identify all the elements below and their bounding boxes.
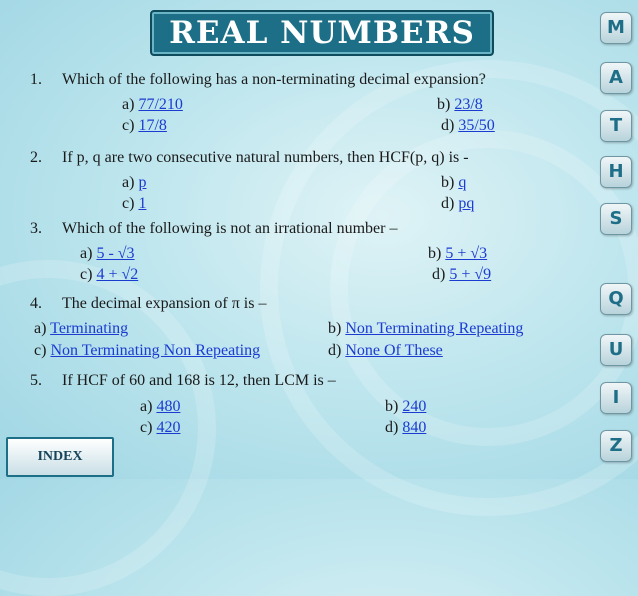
option-2c[interactable]: c) 1 bbox=[122, 195, 147, 212]
question-text: Which of the following is not an irrational number – bbox=[62, 220, 398, 237]
side-letter-z: Z bbox=[600, 430, 632, 462]
question-text: Which of the following has a non-terminating decimal expansion? bbox=[62, 71, 486, 88]
option-link[interactable]: 35/50 bbox=[458, 117, 495, 134]
question-2 bbox=[30, 149, 469, 167]
option-4d[interactable]: d) None Of These bbox=[328, 342, 443, 359]
question-number: 2. bbox=[30, 149, 42, 166]
side-letter-u: U bbox=[600, 334, 632, 366]
option-link[interactable]: Terminating bbox=[50, 320, 129, 337]
option-3c[interactable]: c) 4 + √2 bbox=[80, 266, 139, 283]
side-letter-q: Q bbox=[600, 283, 632, 315]
side-letter-i: I bbox=[600, 382, 632, 414]
option-2d[interactable]: d) pq bbox=[441, 195, 475, 212]
option-link[interactable]: 480 bbox=[156, 398, 181, 415]
option-1d[interactable]: d) 35/50 bbox=[441, 117, 495, 134]
option-3a[interactable]: a) 5 - √3 bbox=[80, 245, 135, 262]
option-link[interactable]: 17/8 bbox=[138, 117, 167, 134]
option-1b[interactable]: b) 23/8 bbox=[437, 96, 483, 113]
option-link[interactable]: 5 - √3 bbox=[96, 245, 135, 262]
option-link[interactable]: None Of These bbox=[345, 342, 443, 359]
question-5 bbox=[30, 372, 336, 390]
option-1c[interactable]: c) 17/8 bbox=[122, 117, 167, 134]
question-text: If HCF of 60 and 168 is 12, then LCM is – bbox=[62, 372, 336, 389]
option-link[interactable]: 240 bbox=[402, 398, 427, 415]
option-link[interactable]: p bbox=[138, 174, 147, 191]
option-5b[interactable]: b) 240 bbox=[385, 398, 427, 415]
option-3b[interactable]: b) 5 + √3 bbox=[428, 245, 488, 262]
question-number: 5. bbox=[30, 372, 42, 389]
option-link[interactable]: Non Terminating Repeating bbox=[345, 320, 524, 337]
question-number: 1. bbox=[30, 71, 42, 88]
option-5a[interactable]: a) 480 bbox=[140, 398, 181, 415]
option-link[interactable]: 77/210 bbox=[138, 96, 183, 113]
option-link[interactable]: Non Terminating Non Repeating bbox=[50, 342, 261, 359]
side-letter-a: A bbox=[600, 62, 632, 94]
option-link[interactable]: 840 bbox=[402, 419, 427, 436]
option-link[interactable]: 23/8 bbox=[454, 96, 483, 113]
option-link[interactable]: 420 bbox=[156, 419, 181, 436]
option-link[interactable]: 5 + √3 bbox=[445, 245, 488, 262]
option-2a[interactable]: a) p bbox=[122, 174, 147, 191]
question-text: The decimal expansion of π is – bbox=[62, 295, 267, 312]
option-link[interactable]: q bbox=[458, 174, 467, 191]
option-4b[interactable]: b) Non Terminating Repeating bbox=[328, 320, 524, 337]
side-letter-m: M bbox=[600, 12, 632, 44]
side-letter-t: T bbox=[600, 110, 632, 142]
page-title: REAL NUMBERS bbox=[150, 10, 494, 56]
option-link[interactable]: 5 + √9 bbox=[449, 266, 492, 283]
question-3 bbox=[30, 220, 398, 238]
option-link[interactable]: 1 bbox=[138, 195, 147, 212]
question-1 bbox=[30, 71, 486, 89]
side-letter-h: H bbox=[600, 156, 632, 188]
option-4c[interactable]: c) Non Terminating Non Repeating bbox=[34, 342, 261, 359]
option-3d[interactable]: d) 5 + √9 bbox=[432, 266, 492, 283]
question-text: If p, q are two consecutive natural numbers, then HCF(p, q) is - bbox=[62, 149, 469, 166]
option-2b[interactable]: b) q bbox=[441, 174, 467, 191]
option-link[interactable]: pq bbox=[458, 195, 475, 212]
option-1a[interactable]: a) 77/210 bbox=[122, 96, 183, 113]
option-link[interactable]: 4 + √2 bbox=[96, 266, 139, 283]
question-number: 4. bbox=[30, 295, 42, 312]
question-4 bbox=[30, 295, 267, 313]
option-5d[interactable]: d) 840 bbox=[385, 419, 427, 436]
side-letter-s: S bbox=[600, 203, 632, 235]
option-5c[interactable]: c) 420 bbox=[140, 419, 181, 436]
question-number: 3. bbox=[30, 220, 42, 237]
option-4a[interactable]: a) Terminating bbox=[34, 320, 129, 337]
index-button[interactable]: INDEX bbox=[6, 437, 114, 477]
